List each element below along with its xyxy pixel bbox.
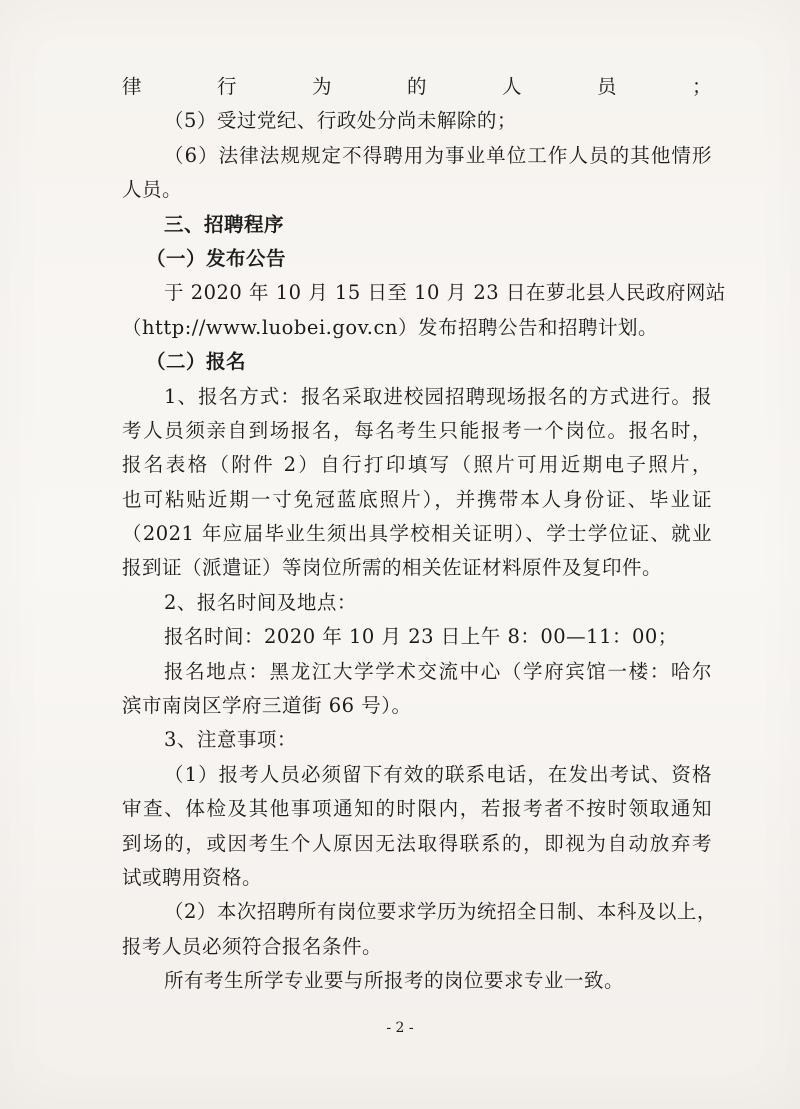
- text-line: 也可粘贴近期一寸免冠蓝底照片），并携带本人身份证、毕业证: [122, 487, 712, 511]
- text-line: （1）报考人员必须留下有效的联系电话，在发出考试、资格: [164, 762, 712, 786]
- text-line: （2021 年应届毕业生须出具学校相关证明）、学士学位证、就业: [122, 522, 712, 546]
- text-line: 1、报名方式：报名采取进校园招聘现场报名的方式进行。报: [164, 384, 712, 408]
- text-line: （5）受过党纪、行政处分尚未解除的；: [164, 109, 517, 133]
- text-line: 报名表格（附件 2）自行打印填写（照片可用近期电子照片，: [122, 453, 712, 477]
- text-line: 考人员须亲自到场报名，每名考生只能报考一个岗位。报名时，: [122, 418, 712, 442]
- text-line: 报到证（派遣证）等岗位所需的相关佐证材料原件及复印件。: [122, 556, 663, 580]
- text-line: 试或聘用资格。: [122, 865, 263, 889]
- text-line: 律行为的人员；: [122, 75, 712, 98]
- text-line: 报名地点：黑龙江大学学术交流中心（学府宾馆一楼：哈尔: [164, 659, 712, 683]
- subsection-heading: （一）发布公告: [146, 246, 287, 270]
- text-line: （2）本次招聘所有岗位要求学历为统招全日制、本科及以上，: [164, 900, 717, 924]
- text-line: 滨市南岗区学府三道街 66 号）。: [122, 694, 412, 718]
- text-line: 3、注意事项：: [164, 728, 297, 752]
- text-line: （6）法律法规规定不得聘用为事业单位工作人员的其他情形: [164, 143, 712, 167]
- page-number: - 2 -: [386, 1020, 414, 1036]
- section-heading: 三、招聘程序: [164, 212, 285, 236]
- text-line: 到场的，或因考生个人原因无法取得联系的，即视为自动放弃考: [122, 831, 712, 855]
- text-line: 审查、体检及其他事项通知的时限内，若报考者不按时领取通知: [122, 797, 712, 821]
- text-line: 人员。: [122, 178, 183, 202]
- subsection-heading: （二）报名: [146, 350, 247, 374]
- text-line: 报名时间：2020 年 10 月 23 日上午 8：00—11：00；: [164, 625, 678, 649]
- text-line: 报考人员必须符合报名条件。: [122, 934, 383, 958]
- text-line: 所有考生所学专业要与所报考的岗位要求专业一致。: [164, 969, 625, 993]
- text-line: 2、报名时间及地点：: [164, 590, 357, 614]
- text-line: 于 2020 年 10 月 15 日至 10 月 23 日在萝北县人民政府网站: [164, 281, 726, 305]
- text-line: （http://www.luobei.gov.cn）发布招聘公告和招聘计划。: [122, 315, 658, 339]
